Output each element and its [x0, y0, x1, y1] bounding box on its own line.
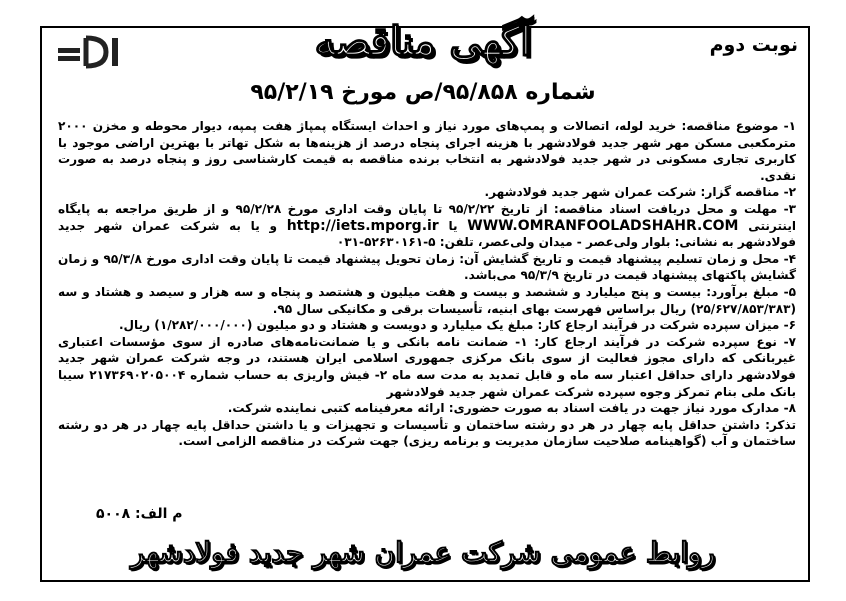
- or-separator: یا: [448, 218, 458, 233]
- clause-7: ۷- نوع سپرده شرکت در فرآیند ارجاع کار: ۱- ضمانت نامه بانکی و یا ضمانت‌نامه‌های صادره از سوی مؤسسات اعتباری غیربانکی که دارای مجوز فعالیت از سوی بانک مرکزی جمهوری اسلامی ایران هستند، در وجه شرکت عمران شهر جدید فولادشهر دارای حداقل اعتبار سه ماه و قابل تمدید به مدت سه ماه ۲- فیش واریزی به حساب شماره ۲۱۷۳۶۹۰۲۰۵۰۰۴ سیبا بانک ملی بنام تمرکز وجوه سپرده شرکت عمران شهر جدید فولادشهر: [58, 334, 796, 399]
- clause-2: ۲- مناقصه گزار: شرکت عمران شهر جدید فولادشهر.: [484, 185, 796, 200]
- notice-title: آگهی مناقصه: [314, 18, 532, 65]
- clause-5: ۵- مبلغ برآورد: بیست و پنج میلیارد و ششصد و بیست و هفت میلیون و هشتصد و پنجاه و سه هزار و سیصد و هشتاد و سه (۲۵/۶۲۷/۸۵۳/۳۸۳) ریال براساس فهرست بهای ابنیه، تأسیسات برقی و مکانیکی سال ۹۵.: [58, 284, 796, 316]
- footer-title: روابط عمومی شرکت عمران شهر جدید فولادشهر: [130, 536, 716, 569]
- website-link-iets[interactable]: http://iets.mporg.ir: [286, 217, 439, 234]
- notice-body: [58, 118, 796, 450]
- clause-3-address: و یا به شرکت عمران شهر جدید فولادشهر به نشانی: بلوار ولی‌عصر - میدان ولی‌عصر، تلفن: ۵-۵۲۶۳۰۱۶۱-۰۳۱: [58, 218, 796, 250]
- notice-number: شماره ۹۵/۸۵۸/ص مورخ ۹۵/۲/۱۹: [250, 80, 596, 105]
- reference-code: م الف: ۵۰۰۸: [96, 506, 183, 522]
- round-label: نوبت دوم: [709, 34, 798, 56]
- note: تذکر: داشتن حداقل پایه چهار در هر دو رشته ساختمان و تأسیسات و تجهیزات و یا داشتن حداقل پایه چهار در هر دو رشته ساختمان و آب (گواهینامه صلاحیت سازمان مدیریت و برنامه ریزی) جهت شرکت در مناقصه الزامی است.: [58, 417, 796, 449]
- clause-4: ۴- محل و زمان تسلیم پیشنهاد قیمت و تاریخ گشایش آن: زمان تحویل پیشنهاد قیمت تا پایان وقت اداری مورخ ۹۵/۳/۸ و زمان گشایش پاکتهای پیشنهاد قیمت در تاریخ ۹۵/۳/۹ می‌باشد.: [58, 251, 796, 283]
- clause-1: ۱- موضوع مناقصه: خرید لوله، اتصالات و پمپ‌های مورد نیاز و احداث ایستگاه پمپاژ هفت پمپه، دیوار محوطه و مخزن ۲۰۰۰ مترمکعبی مسکن مهر شهر جدید فولادشهر با هزینه اجرای پنجاه درصد از هزینه‌ها به شکل تهاتر با بهترین اراضی موجود با کاربری تجاری مسکونی در شهر جدید فولادشهر به انتخاب برنده مناقصه به قیمت کارشناسی روز و پنجاه درصد به صورت نقدی.: [58, 119, 796, 183]
- website-link-omran[interactable]: WWW.OMRANFOOLADSHAHR.COM: [467, 217, 739, 234]
- clause-8: ۸- مدارک مورد نیاز جهت در یافت اسناد به صورت حضوری: ارائه معرفینامه کتبی نماینده شرکت.: [227, 401, 796, 416]
- clause-3: [58, 201, 796, 251]
- clause-6: ۶- میزان سپرده شرکت در فرآیند ارجاع کار: مبلغ یک میلیارد و دویست و هشتاد و دو میلیون (۱/۲۸۲/۰۰۰/۰۰۰) ریال.: [118, 318, 796, 333]
- clause-3-text: ۳- مهلت و محل دریافت اسناد مناقصه: از تاریخ ۹۵/۲/۲۲ تا پایان وقت اداری مورخ ۹۵/۲/۲۸ و از طریق مراجعه به پایگاه اینترنتی: [58, 201, 796, 233]
